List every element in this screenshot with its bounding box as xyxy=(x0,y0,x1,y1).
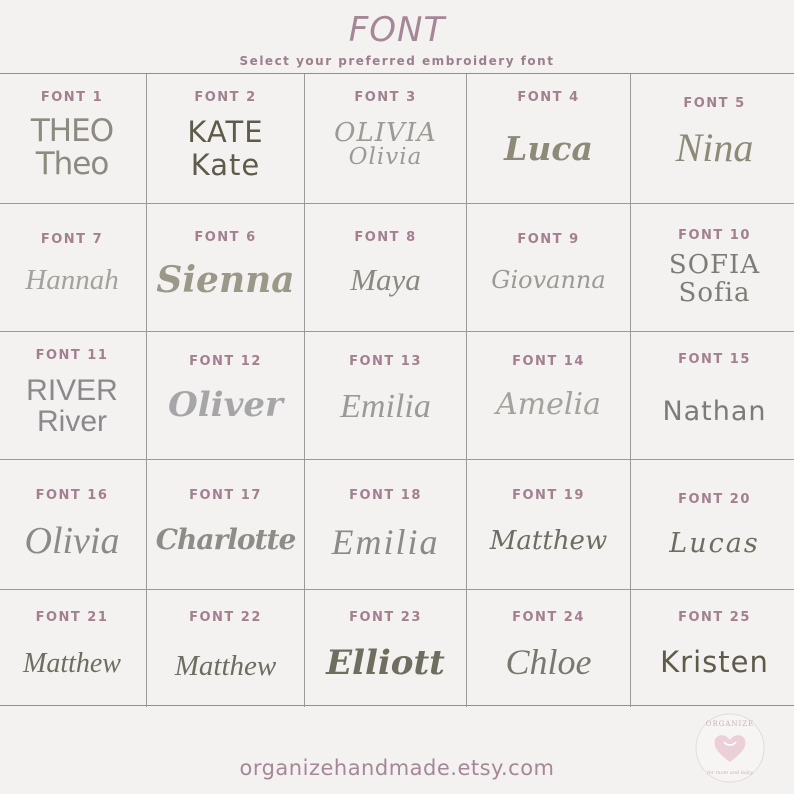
font-label: FONT 20 xyxy=(678,492,751,507)
font-label: FONT 19 xyxy=(512,488,585,503)
page-subtitle: Select your preferred embroidery font xyxy=(239,54,555,68)
font-cell-19[interactable] xyxy=(467,460,631,590)
font-sample: Kristen xyxy=(660,645,769,679)
font-label: FONT 8 xyxy=(354,230,417,245)
font-cell-16[interactable] xyxy=(0,460,147,590)
font-sample: Nathan xyxy=(662,396,767,427)
font-cell-9[interactable] xyxy=(467,204,631,332)
font-cell-21[interactable] xyxy=(0,590,147,707)
font-sample: Emilia xyxy=(340,388,431,425)
font-cell-11[interactable] xyxy=(0,332,147,460)
font-sample: Amelia xyxy=(496,387,601,422)
font-sample: Emilia xyxy=(331,522,440,562)
font-sample: Hannah xyxy=(25,264,119,296)
font-label: FONT 12 xyxy=(189,354,262,369)
font-grid xyxy=(0,73,794,706)
font-cell-14[interactable] xyxy=(467,332,631,460)
font-label: FONT 22 xyxy=(189,610,262,625)
shop-url: organizehandmade.etsy.com xyxy=(239,756,555,780)
font-cell-6[interactable] xyxy=(147,204,305,332)
font-cell-8[interactable] xyxy=(305,204,467,332)
font-sample: KATE Kate xyxy=(187,115,264,182)
font-sample: Olivia xyxy=(24,520,120,562)
font-label: FONT 17 xyxy=(189,488,262,503)
font-label: FONT 7 xyxy=(40,232,104,247)
font-sample: RIVER River xyxy=(26,374,118,438)
font-cell-17[interactable] xyxy=(147,460,305,590)
font-cell-5[interactable] xyxy=(631,74,794,204)
font-sample: Sienna xyxy=(156,259,295,301)
page-title: FONT xyxy=(348,10,446,50)
font-label: FONT 5 xyxy=(683,96,746,111)
font-sample: Maya xyxy=(350,262,421,297)
brand-logo xyxy=(694,712,766,784)
font-cell-10[interactable] xyxy=(631,204,794,332)
logo-text: ORGANIZE xyxy=(705,720,755,728)
font-label: FONT 24 xyxy=(512,610,585,625)
font-sample: Chloe xyxy=(505,642,592,682)
font-cell-1[interactable] xyxy=(0,74,147,204)
font-sample: Luca xyxy=(504,129,593,168)
font-cell-22[interactable] xyxy=(147,590,305,707)
font-cell-15[interactable] xyxy=(631,332,794,460)
font-label: FONT 18 xyxy=(349,488,422,503)
font-sample: OLIVIA Olivia xyxy=(334,118,437,170)
font-sample: Matthew xyxy=(174,650,277,682)
font-sample: Matthew xyxy=(23,648,121,679)
font-cell-4[interactable] xyxy=(467,74,631,204)
font-label: FONT 4 xyxy=(517,90,580,105)
font-label: FONT 10 xyxy=(678,228,751,243)
font-cell-2[interactable] xyxy=(147,74,305,204)
logo-tagline: for mom and baby xyxy=(706,770,754,776)
font-sample: Matthew xyxy=(489,526,608,556)
font-sample: Oliver xyxy=(168,385,283,425)
font-cell-18[interactable] xyxy=(305,460,467,590)
font-cell-13[interactable] xyxy=(305,332,467,460)
font-label: FONT 14 xyxy=(512,354,585,369)
font-label: FONT 1 xyxy=(40,90,104,105)
font-cell-24[interactable] xyxy=(467,590,631,707)
font-cell-23[interactable] xyxy=(305,590,467,707)
font-cell-7[interactable] xyxy=(0,204,147,332)
font-sample: SOFIA Sofia xyxy=(668,250,761,308)
font-label: FONT 11 xyxy=(35,348,109,363)
font-label: FONT 16 xyxy=(35,488,109,503)
font-sample: Lucas xyxy=(669,528,760,559)
font-label: FONT 3 xyxy=(354,90,417,105)
font-cell-3[interactable] xyxy=(305,74,467,204)
font-sample: Elliott xyxy=(326,643,445,683)
font-cell-20[interactable] xyxy=(631,460,794,590)
font-sample: THEO Theo xyxy=(30,113,114,182)
font-label: FONT 25 xyxy=(678,610,751,625)
font-label: FONT 2 xyxy=(194,90,257,105)
font-sample: Giovanna xyxy=(491,266,606,294)
font-label: FONT 13 xyxy=(349,354,422,369)
font-cell-12[interactable] xyxy=(147,332,305,460)
font-label: FONT 23 xyxy=(349,610,422,625)
font-label: FONT 21 xyxy=(35,610,109,625)
font-sample: Charlotte xyxy=(155,523,296,556)
font-sample: Nina xyxy=(675,125,754,170)
font-label: FONT 6 xyxy=(194,230,257,245)
font-cell-25[interactable] xyxy=(631,590,794,707)
font-label: FONT 15 xyxy=(678,352,751,367)
font-label: FONT 9 xyxy=(517,232,580,247)
